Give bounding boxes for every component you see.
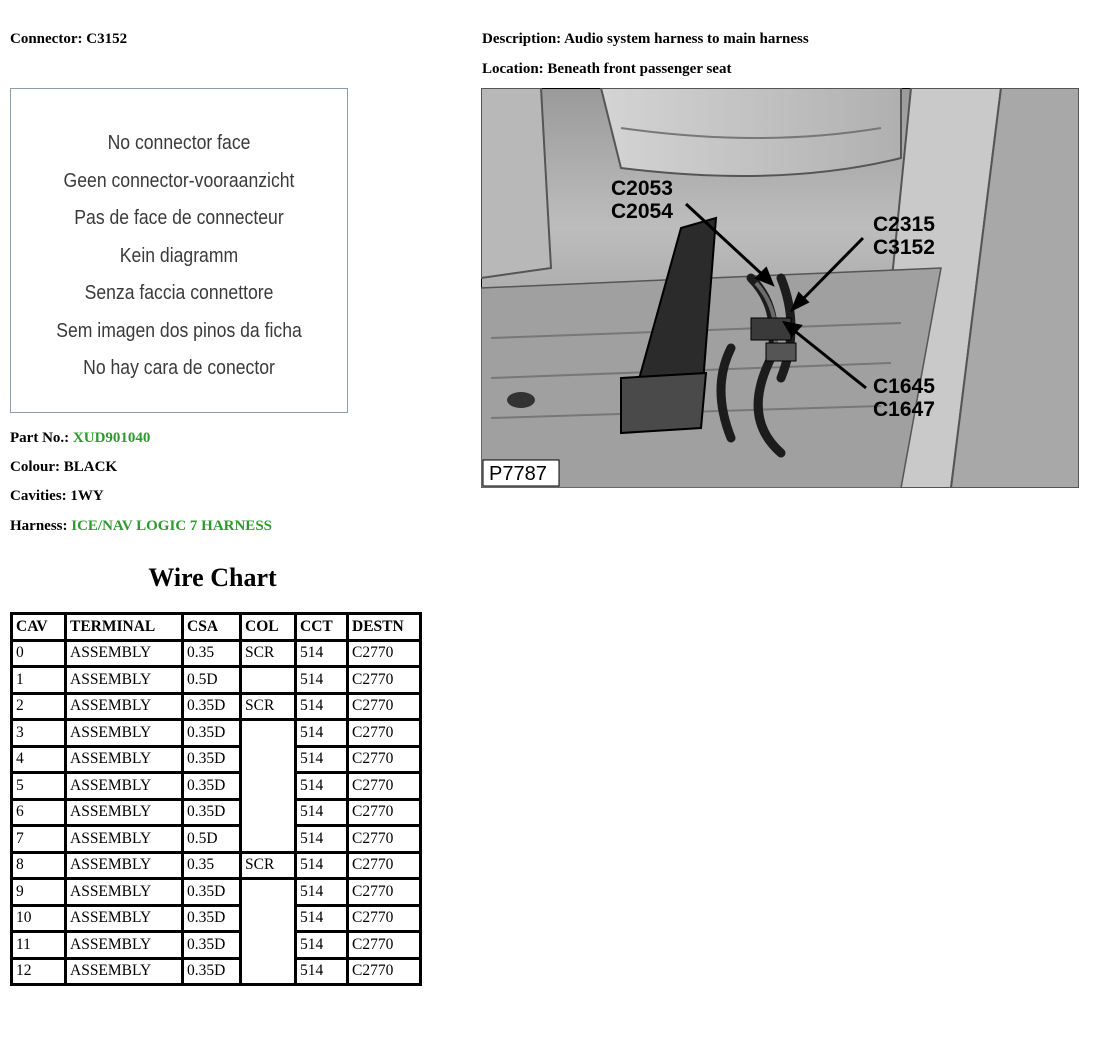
cell-cav: 8 (12, 852, 66, 879)
cell-terminal: ASSEMBLY (66, 667, 183, 694)
table-row (12, 958, 421, 985)
cell-col: SCR (241, 693, 296, 720)
cell-col (241, 905, 296, 932)
figure-id: P7787 (489, 463, 547, 485)
cell-col (241, 667, 296, 694)
wire-chart-title: Wire Chart (148, 563, 277, 592)
cell-csa: 0.35D (183, 746, 241, 773)
table-row (12, 905, 421, 932)
cell-csa: 0.5D (183, 667, 241, 694)
cell-cct: 514 (296, 879, 348, 906)
cell-col (241, 799, 296, 826)
cell-destn: C2770 (348, 852, 421, 879)
cell-csa: 0.35D (183, 720, 241, 747)
cell-col (241, 720, 296, 747)
cell-csa: 0.35D (183, 905, 241, 932)
callout-c2054: C2054 (611, 200, 673, 223)
part-number-label: Part No.: (10, 430, 70, 446)
cell-csa: 0.35D (183, 958, 241, 985)
callout-c2053: C2053 (611, 177, 673, 200)
table-row (12, 826, 421, 853)
cell-destn: C2770 (348, 746, 421, 773)
location-value: Beneath front passenger seat (547, 61, 732, 77)
cell-cav: 1 (12, 667, 66, 694)
table-row (12, 640, 421, 667)
location-photo (481, 88, 1079, 488)
cell-terminal: ASSEMBLY (66, 905, 183, 932)
table-row (12, 720, 421, 747)
cell-terminal: ASSEMBLY (66, 720, 183, 747)
cell-cav: 5 (12, 773, 66, 800)
no-face-text: Kein diagramm (119, 244, 239, 267)
cell-cct: 514 (296, 720, 348, 747)
cell-cav: 11 (12, 932, 66, 959)
cell-cct: 514 (296, 773, 348, 800)
cell-cav: 7 (12, 826, 66, 853)
cell-cav: 9 (12, 879, 66, 906)
cell-cct: 514 (296, 640, 348, 667)
table-row (12, 879, 421, 906)
table-row (12, 932, 421, 959)
colour-label: Colour: (10, 459, 60, 475)
cell-col (241, 958, 296, 985)
cavities-value: 1WY (70, 488, 104, 504)
callout-c3152: C3152 (873, 236, 935, 259)
cell-destn: C2770 (348, 905, 421, 932)
cell-csa: 0.35D (183, 773, 241, 800)
colour-value: BLACK (63, 459, 118, 475)
no-face-text: No hay cara de conector (83, 357, 275, 379)
cell-cav: 12 (12, 958, 66, 985)
no-face-text: Sem imagen dos pinos da ficha (56, 319, 302, 342)
description-line (482, 31, 809, 48)
no-face-text: No connector face (107, 132, 251, 154)
cell-cct: 514 (296, 746, 348, 773)
cell-csa: 0.35D (183, 799, 241, 826)
part-number-line (10, 430, 150, 447)
cell-col (241, 879, 296, 906)
cell-cav: 3 (12, 720, 66, 747)
header-csa: CSA (183, 614, 241, 641)
table-row (12, 852, 421, 879)
cell-terminal: ASSEMBLY (66, 958, 183, 985)
cell-destn: C2770 (348, 773, 421, 800)
cavities-label: Cavities: (10, 488, 67, 504)
cell-destn: C2770 (348, 667, 421, 694)
header-cav: CAV (12, 614, 66, 641)
cell-cav: 2 (12, 693, 66, 720)
cell-cct: 514 (296, 905, 348, 932)
cell-terminal: ASSEMBLY (66, 826, 183, 853)
table-row (12, 693, 421, 720)
cell-terminal: ASSEMBLY (66, 640, 183, 667)
cell-terminal: ASSEMBLY (66, 693, 183, 720)
no-connector-face-list (11, 125, 347, 388)
cell-cct: 514 (296, 826, 348, 853)
cell-cav: 0 (12, 640, 66, 667)
cell-terminal: ASSEMBLY (66, 746, 183, 773)
cell-csa: 0.35 (183, 640, 241, 667)
cell-col (241, 826, 296, 853)
header-destn: DESTN (348, 614, 421, 641)
cell-col: SCR (241, 640, 296, 667)
table-row (12, 773, 421, 800)
cell-cct: 514 (296, 693, 348, 720)
description-label: Description: (482, 31, 562, 47)
description-value: Audio system harness to main harness (564, 31, 809, 47)
harness-link[interactable]: ICE/NAV LOGIC 7 HARNESS (71, 518, 272, 534)
callout-c1647: C1647 (873, 398, 935, 421)
cell-cav: 4 (12, 746, 66, 773)
colour-line (10, 459, 117, 476)
no-face-text: Senza faccia connettore (84, 282, 274, 304)
wire-chart-table (10, 612, 422, 986)
cavities-line (10, 488, 104, 505)
table-row (12, 746, 421, 773)
cell-csa: 0.35 (183, 852, 241, 879)
header-terminal: TERMINAL (66, 614, 183, 641)
cell-cav: 10 (12, 905, 66, 932)
part-number-link[interactable]: XUD901040 (72, 430, 151, 446)
cell-destn: C2770 (348, 958, 421, 985)
cell-cct: 514 (296, 667, 348, 694)
cell-cct: 514 (296, 932, 348, 959)
cell-cct: 514 (296, 799, 348, 826)
table-row (12, 799, 421, 826)
table-row (12, 667, 421, 694)
cell-terminal: ASSEMBLY (66, 852, 183, 879)
cell-destn: C2770 (348, 932, 421, 959)
cell-destn: C2770 (348, 640, 421, 667)
cell-terminal: ASSEMBLY (66, 879, 183, 906)
cell-destn: C2770 (348, 799, 421, 826)
harness-label: Harness: (10, 518, 68, 534)
callout-c1645: C1645 (873, 375, 935, 398)
no-face-text: Pas de face de connecteur (74, 207, 284, 229)
callout-c2315: C2315 (873, 213, 935, 236)
cell-destn: C2770 (348, 693, 421, 720)
cell-csa: 0.35D (183, 879, 241, 906)
cell-csa: 0.35D (183, 693, 241, 720)
connector-line (10, 31, 127, 48)
no-connector-face-box (10, 88, 348, 413)
cell-cct: 514 (296, 958, 348, 985)
location-label: Location: (482, 61, 544, 77)
header-col: COL (241, 614, 296, 641)
cell-col: SCR (241, 852, 296, 879)
cell-terminal: ASSEMBLY (66, 773, 183, 800)
location-line (482, 61, 731, 78)
cell-csa: 0.5D (183, 826, 241, 853)
cell-terminal: ASSEMBLY (66, 799, 183, 826)
cell-cct: 514 (296, 852, 348, 879)
header-cct: CCT (296, 614, 348, 641)
cell-destn: C2770 (348, 879, 421, 906)
cell-cav: 6 (12, 799, 66, 826)
harness-line (10, 518, 272, 535)
cell-col (241, 746, 296, 773)
cell-destn: C2770 (348, 826, 421, 853)
table-header-row (12, 614, 421, 641)
cell-col (241, 773, 296, 800)
cell-destn: C2770 (348, 720, 421, 747)
cell-csa: 0.35D (183, 932, 241, 959)
connector-label: Connector: (10, 31, 83, 47)
cell-terminal: ASSEMBLY (66, 932, 183, 959)
cell-col (241, 932, 296, 959)
wire-chart-body (12, 640, 421, 985)
no-face-text: Geen connector-vooraanzicht (63, 169, 295, 192)
connector-value: C3152 (86, 31, 128, 47)
